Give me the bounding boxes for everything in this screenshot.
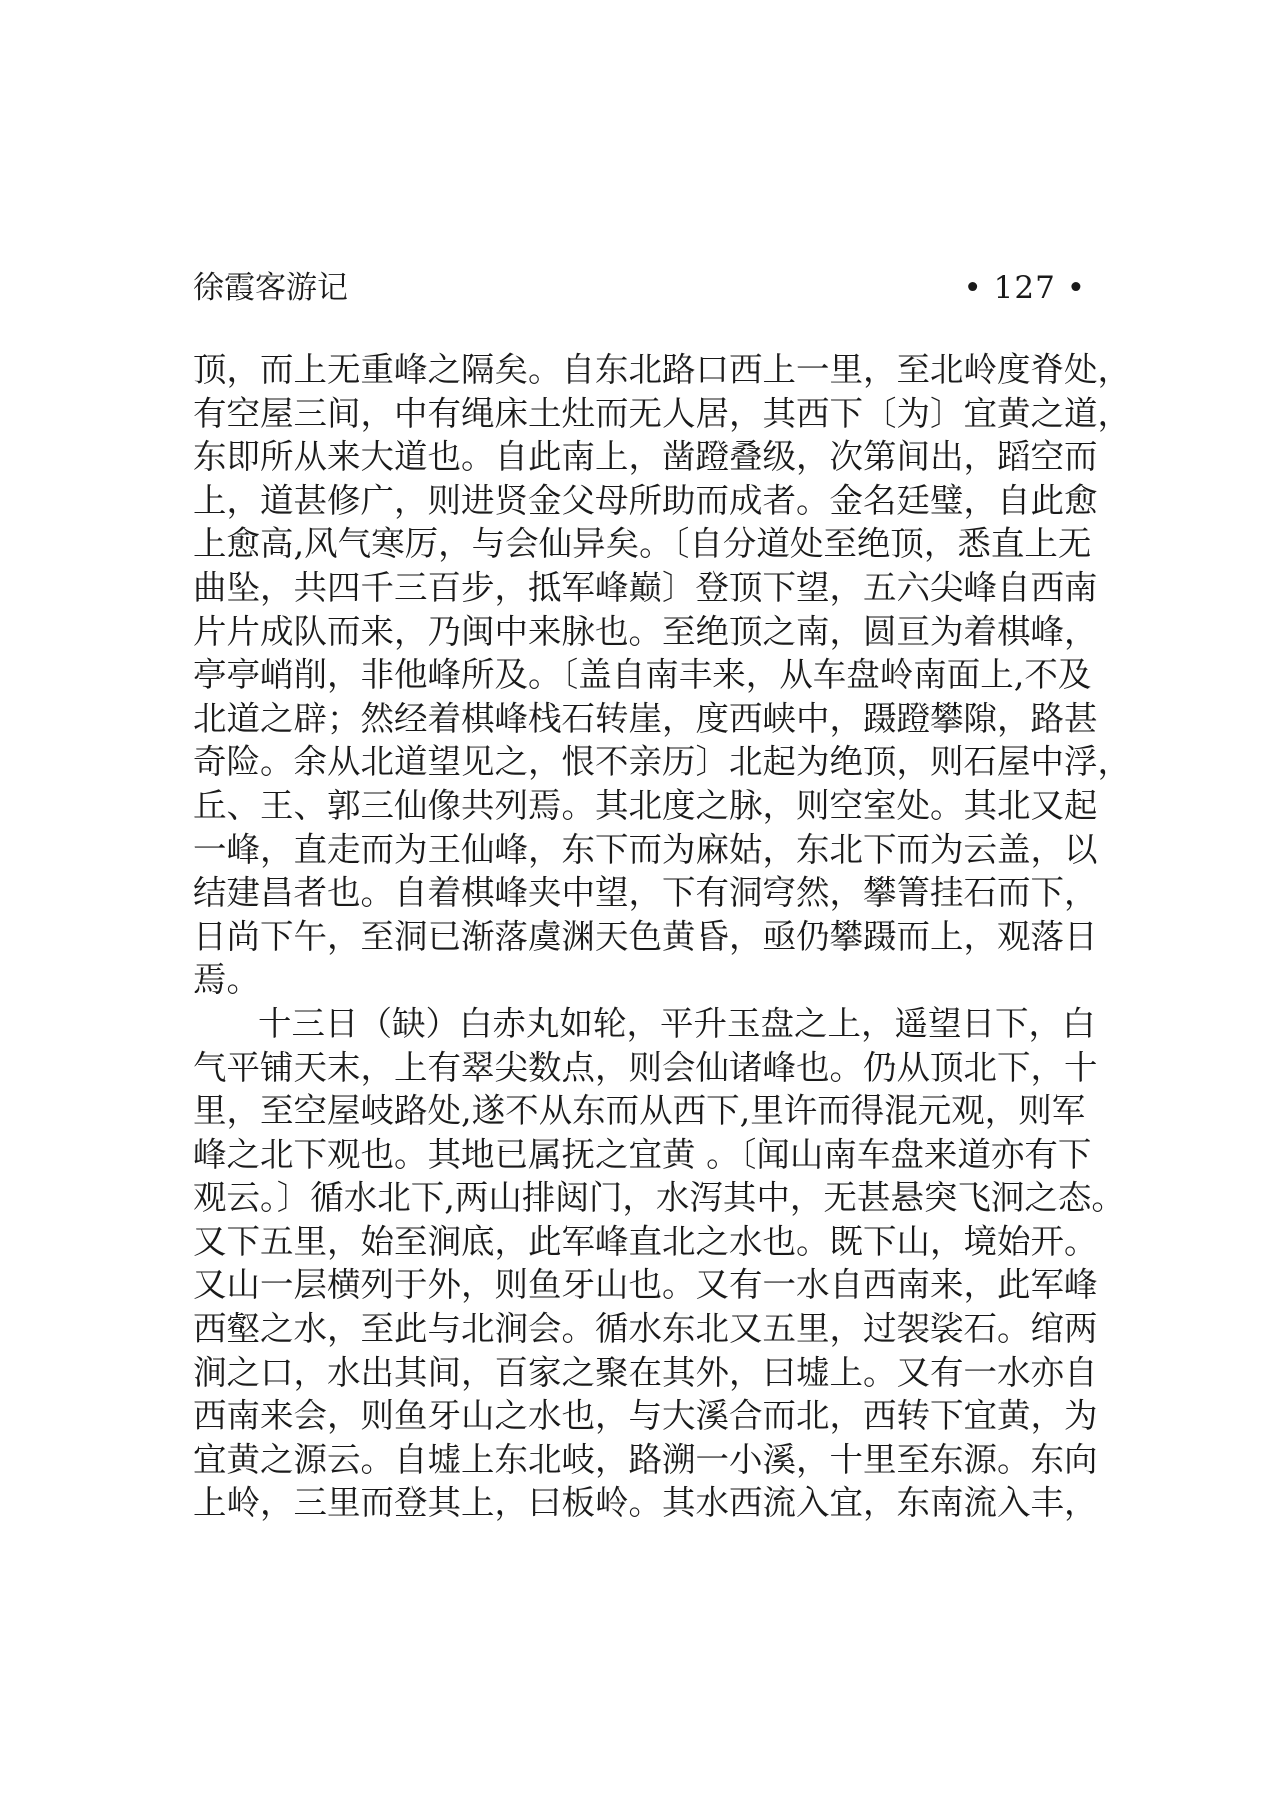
text-line: 曲坠，共四千三百步，抵军峰巅〕登顶下望，五六尖峰自西南: [193, 567, 1098, 607]
text-line: 结建昌者也。自着棋峰夹中望，下有洞穹然，攀箐挂石而下，: [193, 873, 1098, 913]
text-line: 里，至空屋岐路处,遂不从东而从西下,里许而得混元观，则军: [193, 1091, 1086, 1131]
text-line: 西壑之水，至此与北涧会。循水东北又五里，过袈裟石。绾两: [193, 1309, 1098, 1349]
text-line: 又山一层横列于外，则鱼牙山也。又有一水自西南来，此军峰: [193, 1265, 1098, 1305]
text-line: 观云。〕循水北下,两山排闼门，水泻其中，无甚悬突飞泂之态。: [193, 1178, 1125, 1218]
text-line: 气平铺天末，上有翠尖数点，则会仙诸峰也。仍从顶北下，十: [193, 1047, 1098, 1087]
text-line: 奇险。余从北道望见之，恨不亲历〕北起为绝顶，则石屋中浮，: [193, 742, 1131, 782]
text-line: 上岭，三里而登其上，曰板岭。其水西流入宜，东南流入丰，: [193, 1483, 1098, 1523]
text-line: 上愈高,风气寒厉，与会仙异矣。〔自分道处至绝顶，悉直上无: [193, 524, 1092, 564]
text-line: 西南来会，则鱼牙山之水也，与大溪合而北，西转下宜黄，为: [193, 1396, 1098, 1436]
text-line: 焉。: [193, 960, 260, 1000]
text-line: 上，道甚修广，则进贤金父母所助而成者。金名廷璧，自此愈: [193, 480, 1098, 520]
book-title: 徐霞客游记: [193, 270, 348, 306]
text-line: 东即所从来大道也。自此南上，凿蹬叠级，次第间出，蹈空而: [193, 437, 1098, 477]
body-text: [193, 348, 1131, 1525]
text-line: 丘、王、郭三仙像共列焉。其北度之脉，则空室处。其北又起: [193, 785, 1098, 825]
text-line: 亭亭峭削，非他峰所及。〔盖自南丰来，从车盘岭南面上,不及: [193, 655, 1092, 695]
paragraph-start-line: 十三日（缺）白赤丸如轮，平升玉盘之上，遥望日下，白: [258, 1003, 1096, 1043]
text-line: 又下五里，始至涧底，此军峰直北之水也。既下山，境始开。: [193, 1221, 1098, 1261]
text-line: 有空屋三间，中有绳床土灶而无人居，其西下〔为〕宜黄之道，: [193, 393, 1131, 433]
text-line: 一峰，直走而为王仙峰，东下而为麻姑，东北下而为云盖，以: [193, 829, 1098, 869]
page-header: [193, 266, 1086, 310]
text-line: 宜黄之源云。自墟上东北岐，路溯一小溪，十里至东源。东向: [193, 1439, 1098, 1479]
text-line: 日尚下午，至洞已渐落虞渊天色黄昏，亟仍攀蹑而上，观落日: [193, 916, 1098, 956]
text-line: 北道之辟；然经着棋峰栈石转崖，度西峡中，蹑蹬攀隙，路甚: [193, 698, 1098, 738]
text-line: 顶，而上无重峰之隔矣。自东北路口西上一里，至北岭度脊处，: [193, 350, 1131, 389]
page-number: • 127 •: [963, 270, 1086, 306]
text-line: 片片成队而来，乃闽中来脉也。至绝顶之南，圆亘为着棋峰，: [193, 611, 1098, 651]
text-line: 涧之口，水出其间，百家之聚在其外，曰墟上。又有一水亦自: [193, 1352, 1098, 1392]
text-line: 峰之北下观也。其地已属抚之宜黄 。〔闻山南车盘来道亦有下: [193, 1134, 1092, 1174]
